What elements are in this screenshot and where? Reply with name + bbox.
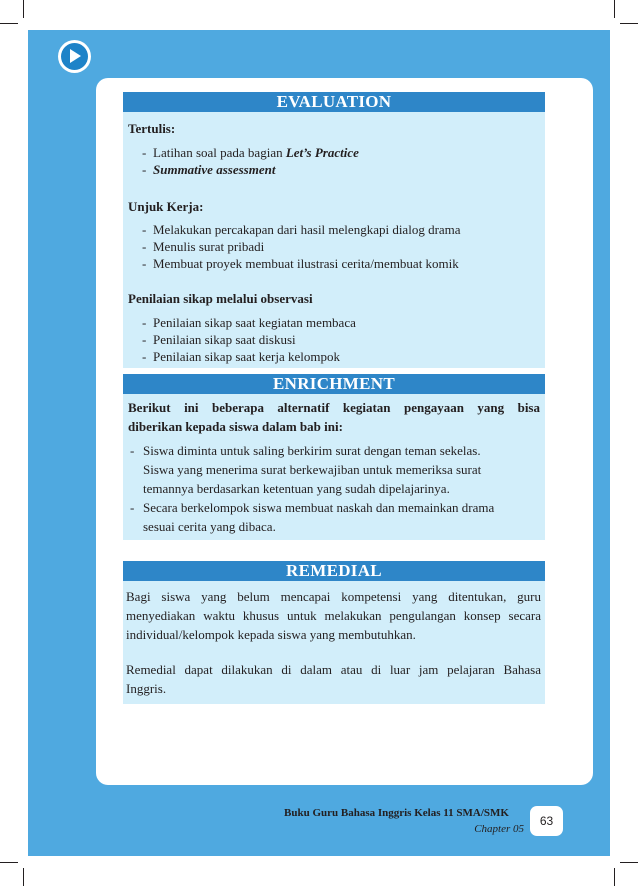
- evaluation-title: EVALUATION: [123, 92, 545, 112]
- remedial-paragraph: Bagi siswa yang belum mencapai kompetensi yang ditentukan, guru menyediakan waktu khusus untuk melakukan pengulangan konsep secara individual/kelompok kepada siswa yang membutuhkan.: [126, 589, 541, 642]
- enrichment-title: ENRICHMENT: [123, 374, 545, 394]
- unjuk-kerja-item: Membuat proyek membuat ilustrasi cerita/membuat komik: [153, 256, 459, 271]
- page-number: 63: [539, 814, 554, 828]
- enrichment-item: Siswa diminta untuk saling berkirim surat dengan teman sekelas. Siswa yang menerima surat berkewajiban untuk memeriksa surat temannya berdasarkan ketentuan yang sudah dipelajarinya.: [143, 443, 482, 496]
- list-bullet: -: [142, 239, 147, 254]
- chapter-label: Chapter 05: [474, 823, 524, 835]
- crop-mark: [620, 23, 638, 24]
- crop-mark: [614, 868, 615, 886]
- book-title: Buku Guru Bahasa Inggris Kelas 11 SMA/SMK: [284, 807, 509, 819]
- sikap-item: Penilaian sikap saat kegiatan membaca: [153, 315, 356, 330]
- sikap-heading: Penilaian sikap melalui observasi: [128, 291, 313, 306]
- crop-mark: [0, 23, 18, 24]
- list-bullet: -: [130, 443, 135, 458]
- tertulis-item-text: Latihan soal pada bagian: [153, 145, 283, 160]
- unjuk-kerja-item: Melakukan percakapan dari hasil melengkapi dialog drama: [153, 222, 461, 237]
- enrichment-item: Secara berkelompok siswa membuat naskah dan memainkan drama sesuai cerita yang dibaca.: [143, 500, 495, 534]
- tertulis-heading: Tertulis:: [128, 121, 176, 136]
- crop-mark: [23, 868, 24, 886]
- list-bullet: -: [142, 145, 147, 160]
- list-bullet: -: [142, 315, 147, 330]
- crop-mark: [614, 0, 615, 18]
- unjuk-kerja-item: Menulis surat pribadi: [153, 239, 265, 254]
- list-bullet: -: [142, 162, 147, 177]
- play-arrow-icon-triangle: [70, 49, 81, 63]
- unjuk-kerja-heading: Unjuk Kerja:: [128, 199, 204, 214]
- tertulis-item-italic: Let’s Practice: [285, 145, 359, 160]
- list-bullet: -: [130, 500, 135, 515]
- crop-mark: [0, 862, 18, 863]
- sikap-item: Penilaian sikap saat kerja kelompok: [153, 349, 341, 364]
- list-bullet: -: [142, 222, 147, 237]
- tertulis-item: Summative assessment: [153, 162, 276, 177]
- sikap-item: Penilaian sikap saat diskusi: [153, 332, 296, 347]
- enrichment-intro: Berikut ini beberapa alternatif kegiatan pengayaan yang bisa diberikan kepada siswa dalam bab ini:: [128, 400, 540, 434]
- list-bullet: -: [142, 332, 147, 347]
- crop-mark: [620, 862, 638, 863]
- list-bullet: -: [142, 256, 147, 271]
- tertulis-item: [153, 145, 359, 161]
- remedial-paragraph: Remedial dapat dilakukan di dalam atau di luar jam pelajaran Bahasa Inggris.: [126, 662, 541, 696]
- remedial-title: REMEDIAL: [123, 561, 545, 581]
- crop-mark: [23, 0, 24, 18]
- list-bullet: -: [142, 349, 147, 364]
